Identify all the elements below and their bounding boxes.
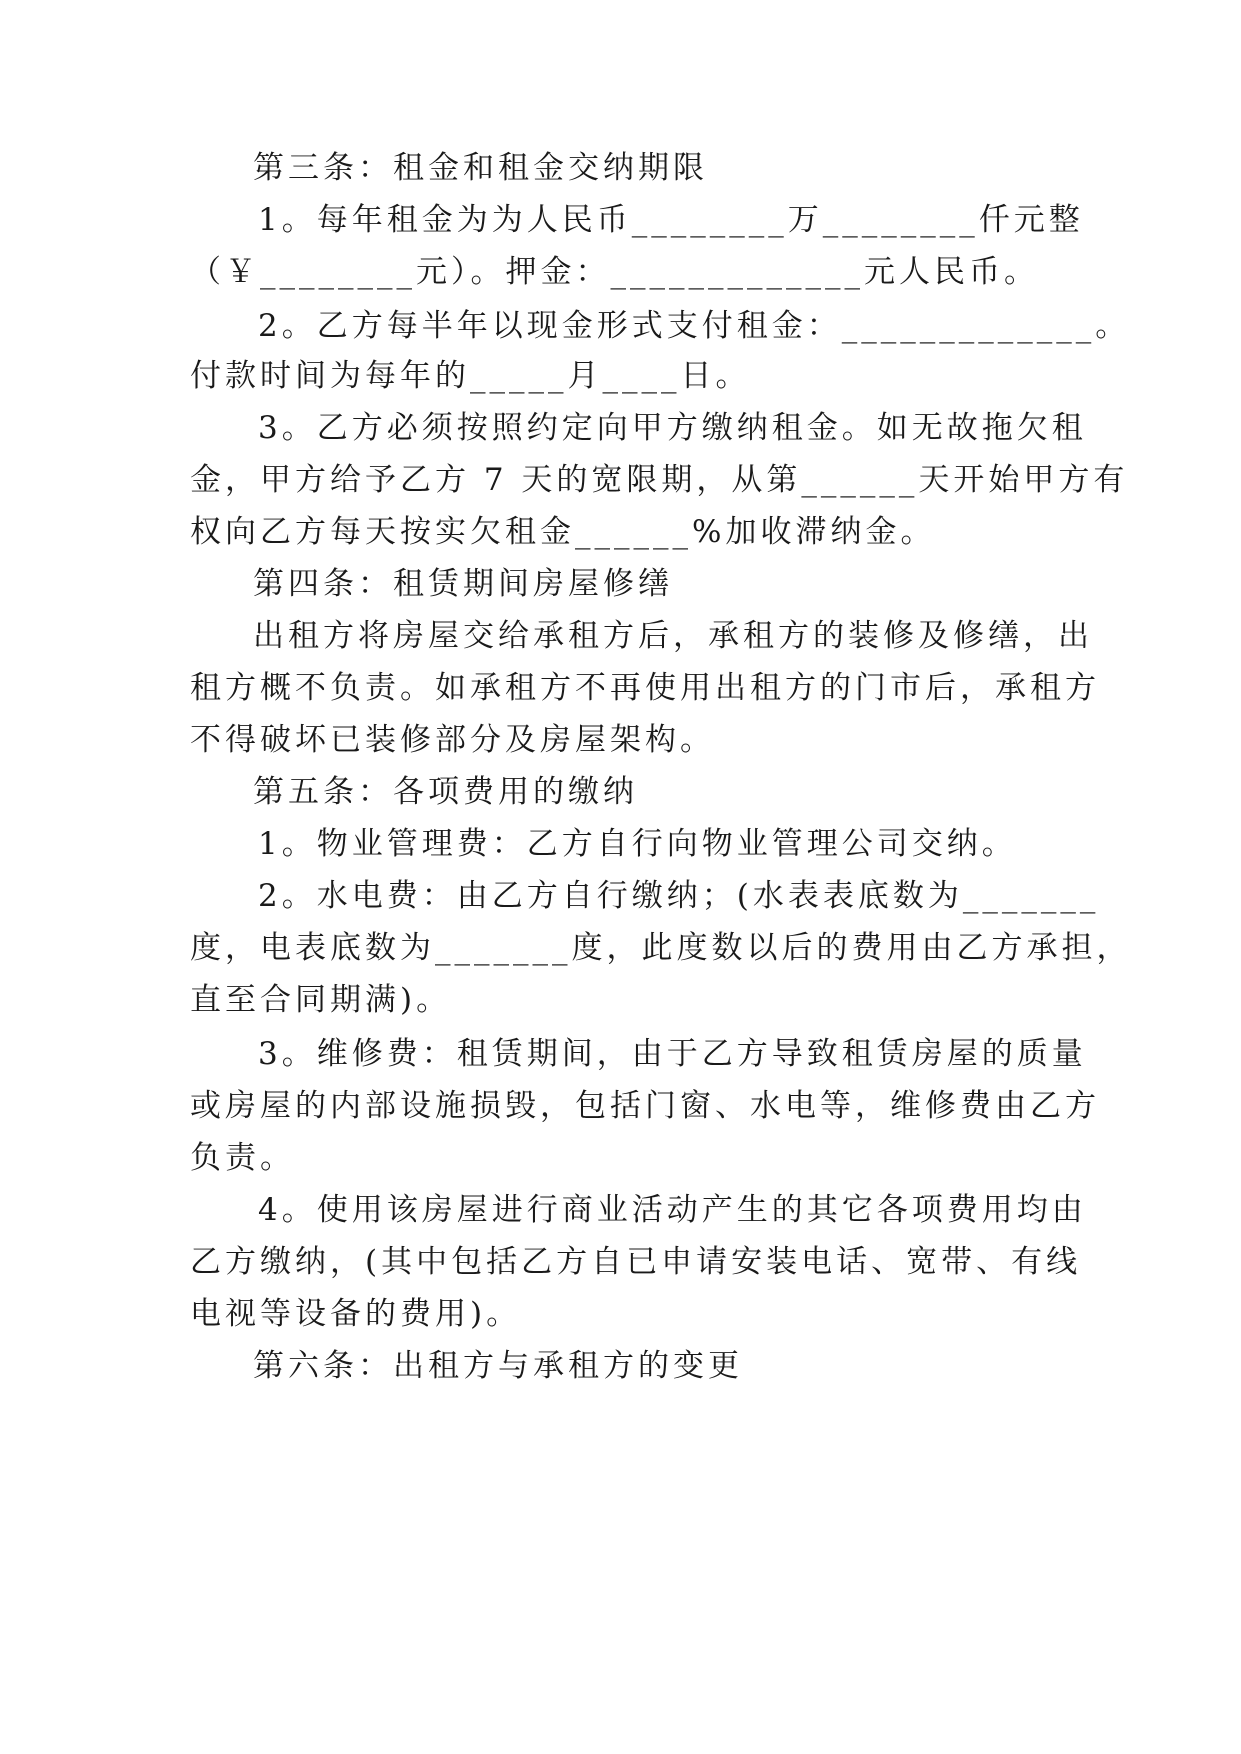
article-5-item-1: 1。物业管理费：乙方自行向物业管理公司交纳。 xyxy=(258,826,1017,862)
article-4-para-line-2: 租方概不负责。如承租方不再使用出租方的门市后，承租方 xyxy=(190,670,1100,706)
article-5-item-4-cont-1: 乙方缴纳，(其中包括乙方自已申请安装电话、宽带、有线 xyxy=(190,1244,1082,1280)
article-3-item-2: 2。乙方每半年以现金形式支付租金：_____________。 xyxy=(258,308,1131,344)
article-6-heading: 第六条：出租方与承租方的变更 xyxy=(253,1348,743,1384)
article-4-para-line-3: 不得破坏已装修部分及房屋架构。 xyxy=(190,722,715,758)
article-5-item-3: 3。维修费：租赁期间，由于乙方导致租赁房屋的质量 xyxy=(258,1036,1087,1072)
article-3-item-1: 1。每年租金为为人民币________万________仟元整 xyxy=(258,202,1084,238)
article-5-item-4: 4。使用该房屋进行商业活动产生的其它各项费用均由 xyxy=(258,1192,1087,1228)
article-5-heading: 第五条：各项费用的缴纳 xyxy=(253,774,638,810)
article-5-item-4-cont-2: 电视等设备的费用)。 xyxy=(190,1296,522,1332)
article-3-heading: 第三条：租金和租金交纳期限 xyxy=(253,150,708,186)
article-5-item-3-cont-1: 或房屋的内部设施损毁，包括门窗、水电等，维修费由乙方 xyxy=(190,1088,1100,1124)
article-3-item-2-cont: 付款时间为每年的_____月____日。 xyxy=(190,358,751,394)
article-5-item-3-cont-2: 负责。 xyxy=(190,1140,295,1176)
article-3-item-1-cont: （￥________元）。押金：_____________元人民币。 xyxy=(190,254,1039,290)
article-5-item-2: 2。水电费：由乙方自行缴纳；(水表表底数为_______ xyxy=(258,878,1100,914)
article-4-para-line-1: 出租方将房屋交给承租方后，承租方的装修及修缮，出 xyxy=(253,618,1093,654)
article-3-item-3: 3。乙方必须按照约定向甲方缴纳租金。如无故拖欠租 xyxy=(258,410,1087,446)
article-3-item-3-cont-1: 金，甲方给予乙方 7 天的宽限期，从第______天开始甲方有 xyxy=(190,462,1129,498)
article-4-heading: 第四条：租赁期间房屋修缮 xyxy=(253,566,673,602)
article-5-item-2-cont-1: 度，电表底数为_______度，此度数以后的费用由乙方承担， xyxy=(190,930,1132,966)
article-5-item-2-cont-2: 直至合同期满)。 xyxy=(190,982,452,1018)
article-3-item-3-cont-2: 权向乙方每天按实欠租金______%加收滞纳金。 xyxy=(190,514,936,550)
